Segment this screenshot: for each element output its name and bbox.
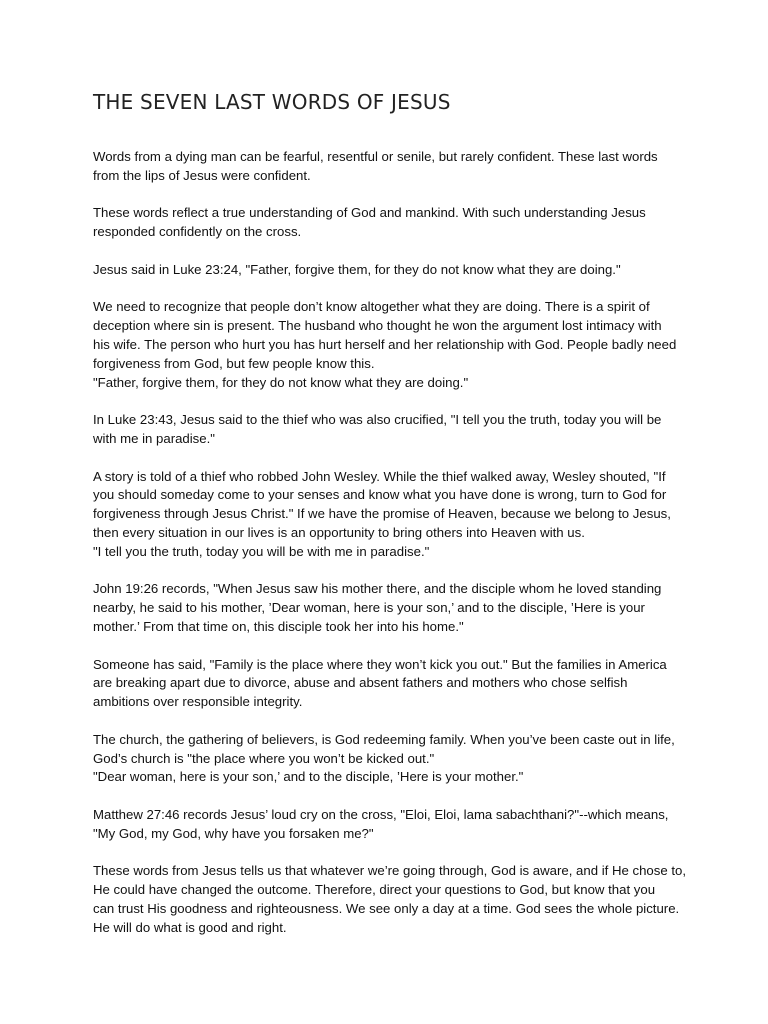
paragraph-line: A story is told of a thief who robbed John Wesley. While the thief walked away, Wesley shouted, "If (93, 468, 666, 484)
paragraph-line: from the lips of Jesus were confident. (93, 167, 311, 183)
paragraph-line: These words from Jesus tells us that whatever we’re going through, God is aware, and if He chose to, (93, 863, 686, 879)
paragraph-line: In Luke 23:43, Jesus said to the thief who was also crucified, "I tell you the truth, today you will be (93, 412, 662, 428)
paragraph-line: with me in paradise." (93, 430, 215, 446)
paragraph (93, 862, 688, 937)
paragraph-line: can trust His goodness and righteousness. We see only a day at a time. God sees the whole picture. (93, 900, 680, 916)
paragraph (93, 261, 688, 280)
paragraph-line: We need to recognize that people don’t know altogether what they are doing. There is a spirit of (93, 299, 650, 315)
paragraph-line: "I tell you the truth, today you will be with me in paradise." (93, 543, 430, 559)
paragraph (93, 468, 688, 562)
paragraph-line: are breaking apart due to divorce, abuse and absent fathers and mothers who chose selfish (93, 675, 628, 691)
paragraph-line: "Father, forgive them, for they do not know what they are doing." (93, 374, 469, 390)
paragraph-line: Matthew 27:46 records Jesus’ loud cry on the cross, "Eloi, Eloi, lama sabachthani?"--which means, (93, 806, 669, 822)
paragraph (93, 656, 688, 712)
paragraph-line: forgiveness from God, but few people know this. (93, 355, 375, 371)
paragraph-line: responded confidently on the cross. (93, 224, 302, 240)
document-body (93, 148, 688, 937)
paragraph (93, 731, 688, 787)
paragraph-line: He could have changed the outcome. Therefore, direct your questions to God, but know that you (93, 882, 656, 898)
paragraph-line: nearby, he said to his mother, ’Dear woman, here is your son,’ and to the disciple, ’Here is your (93, 600, 645, 616)
paragraph-line: forgiveness through Jesus Christ." If we have the promise of Heaven, because we belong to Jesus, (93, 506, 671, 522)
paragraph-line: Jesus said in Luke 23:24, "Father, forgive them, for they do not know what they are doing." (93, 261, 621, 277)
paragraph-line: Words from a dying man can be fearful, resentful or senile, but rarely confident. These last words (93, 149, 658, 164)
paragraph-line: deception where sin is present. The husband who thought he won the argument lost intimacy with (93, 318, 662, 334)
paragraph-line: These words reflect a true understanding of God and mankind. With such understanding Jesus (93, 205, 646, 221)
paragraph (93, 204, 688, 242)
paragraph-line: "My God, my God, why have you forsaken me?" (93, 825, 374, 841)
paragraph-line: John 19:26 records, "When Jesus saw his mother there, and the disciple whom he loved standing (93, 581, 662, 597)
paragraph (93, 580, 688, 636)
paragraph (93, 411, 688, 449)
paragraph-line: God’s church is "the place where you won’t be kicked out." (93, 750, 435, 766)
paragraph-line: ambitions over responsible integrity. (93, 694, 303, 710)
paragraph-line: his wife. The person who hurt you has hurt herself and her relationship with God. People badly need (93, 336, 677, 352)
paragraph-line: He will do what is good and right. (93, 919, 287, 935)
paragraph (93, 298, 688, 392)
paragraph-line: you should someday come to your senses and know what you have done is wrong, turn to God for (93, 487, 667, 503)
paragraph-line: then every situation in our lives is an opportunity to bring others into Heaven with us. (93, 524, 585, 540)
paragraph-line: The church, the gathering of believers, is God redeeming family. When you’ve been caste out in life, (93, 731, 675, 747)
paragraph-line: mother.’ From that time on, this disciple took her into his home." (93, 618, 464, 634)
paragraph (93, 148, 688, 186)
paragraph-line: "Dear woman, here is your son,’ and to the disciple, ’Here is your mother." (93, 769, 524, 785)
paragraph-line: Someone has said, "Family is the place where they won’t kick you out." But the families in America (93, 656, 667, 672)
paragraph (93, 806, 688, 844)
document-title: THE SEVEN LAST WORDS OF JESUS (93, 90, 451, 114)
